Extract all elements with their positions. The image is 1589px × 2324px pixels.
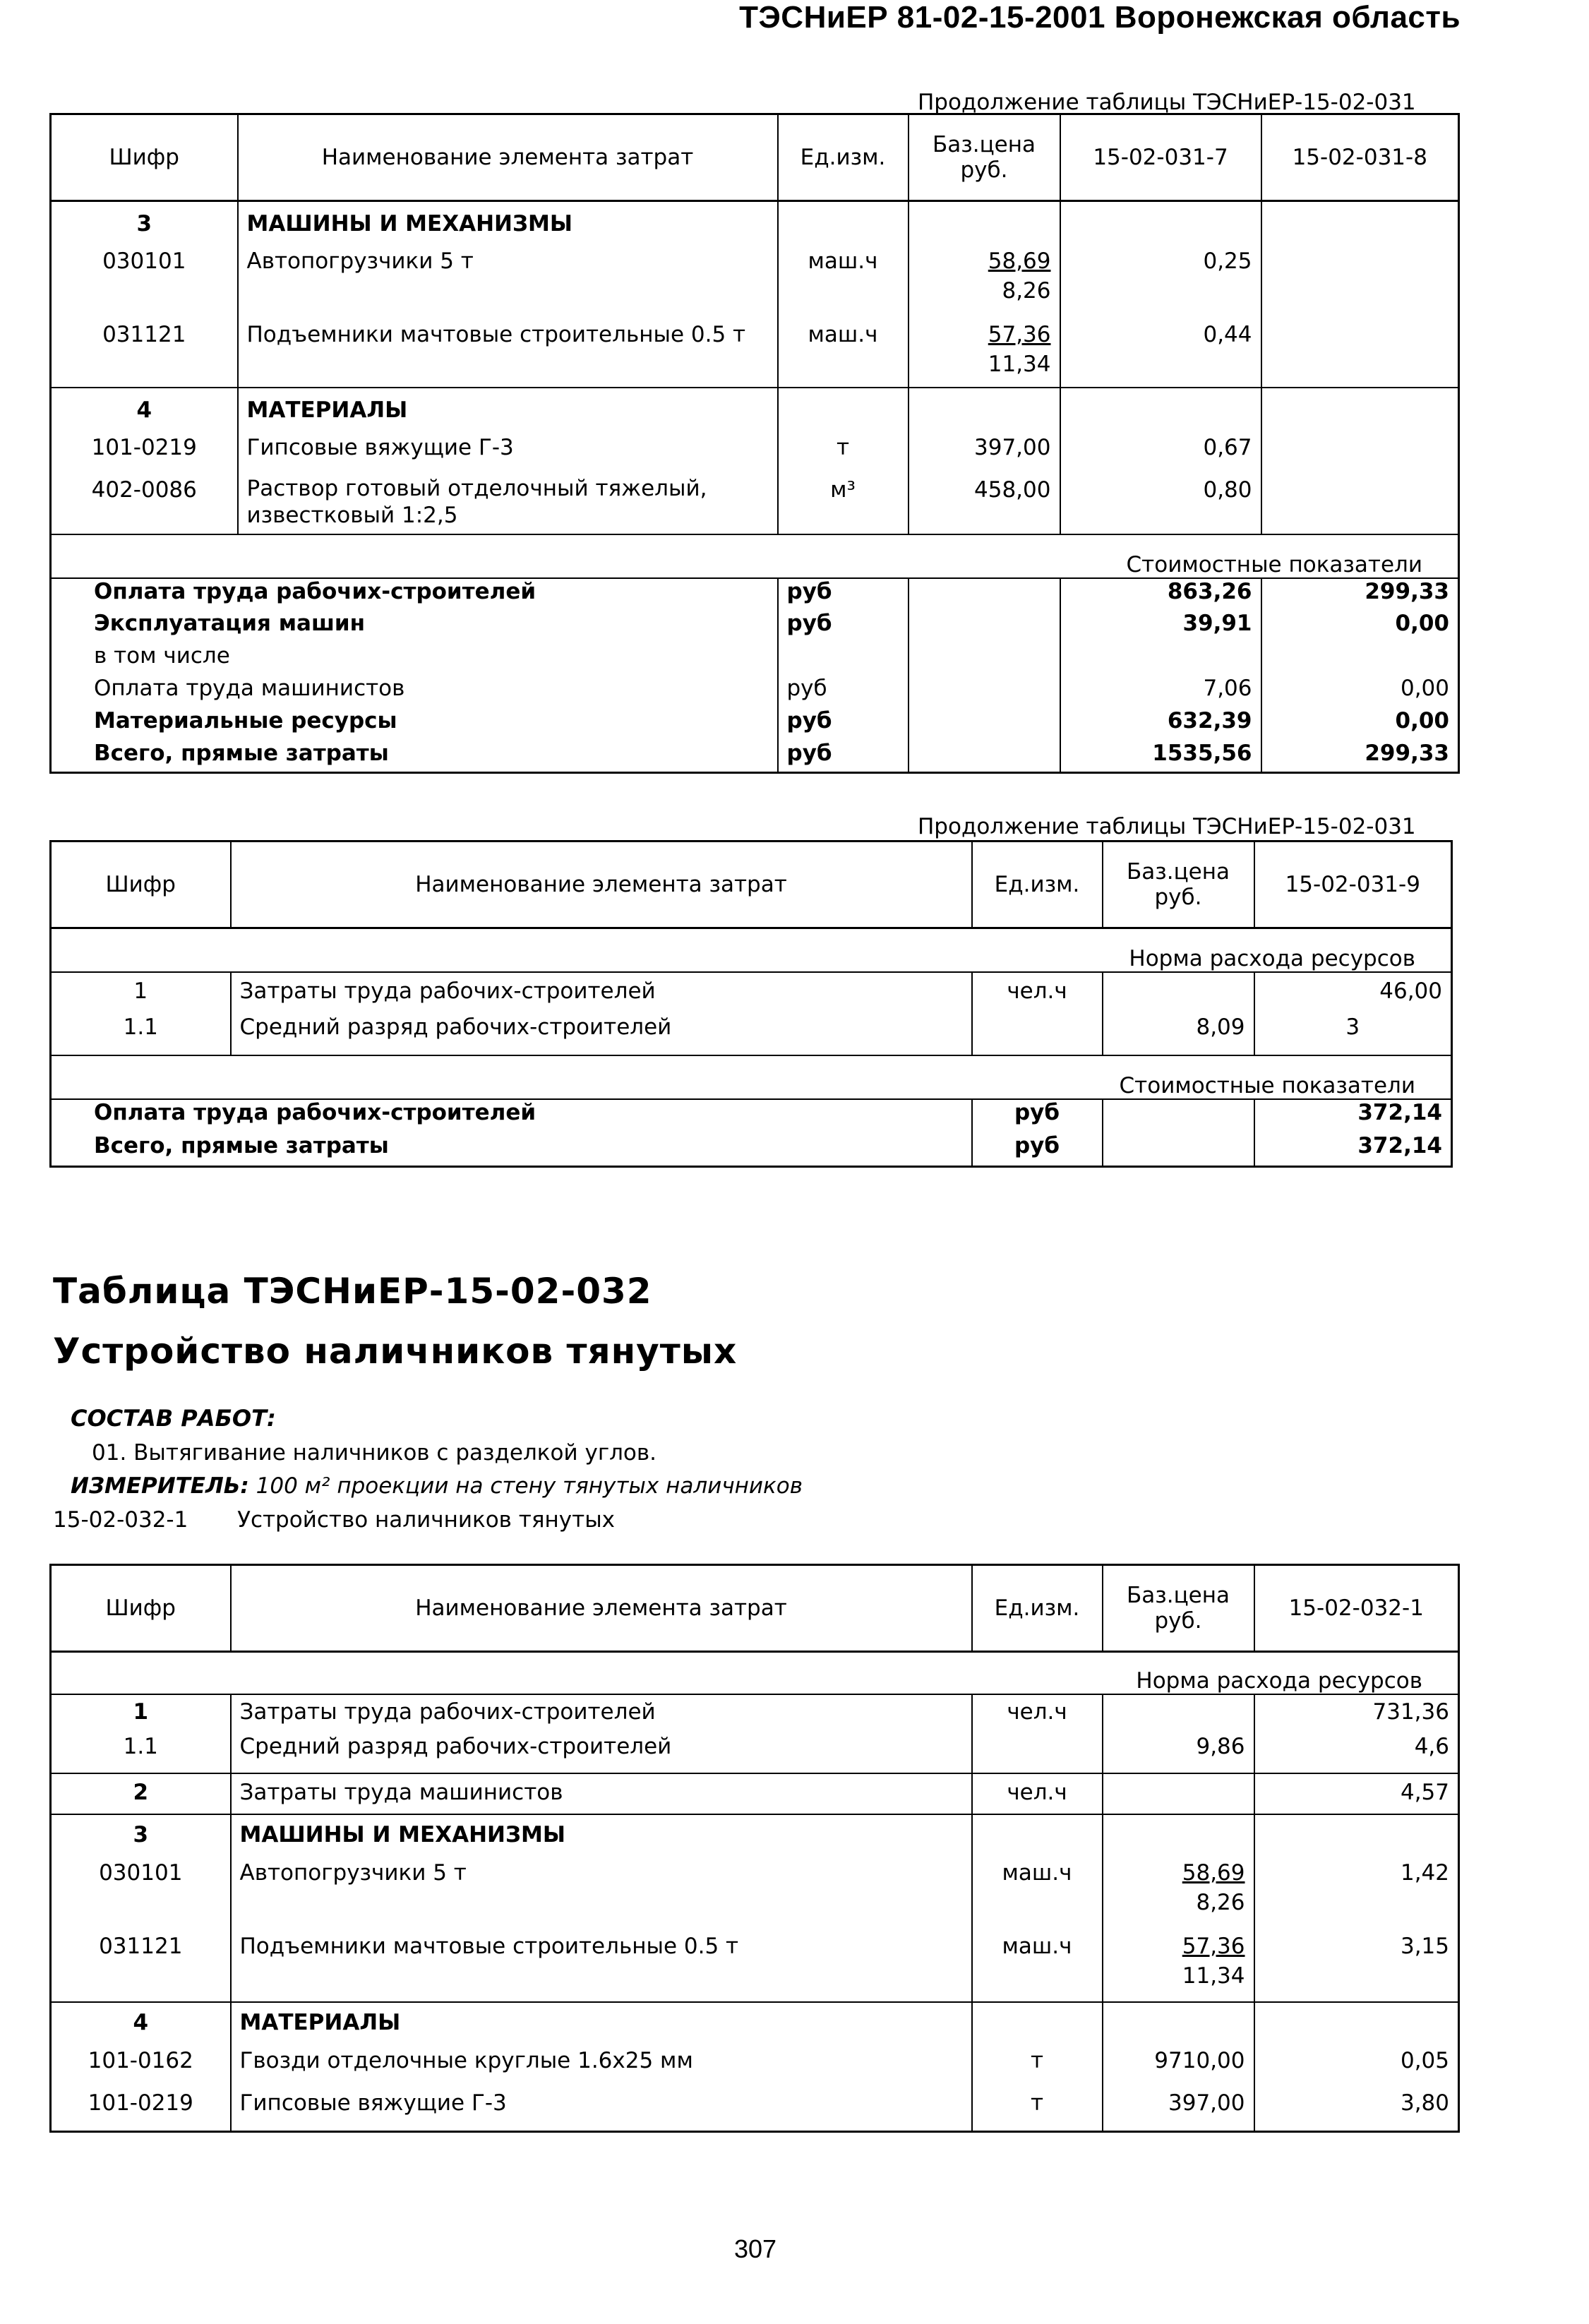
table1 — [49, 113, 1460, 774]
cost-row: Оплата труда рабочих-строителей руб 372,14 — [51, 1099, 1452, 1133]
col-header-unit: Ед.изм. — [972, 1565, 1103, 1652]
code-line-text: Устройство наличников тянутых — [237, 1507, 616, 1533]
table2-caption: Продолжение таблицы ТЭСНиЕР-15-02-031 — [918, 814, 1416, 839]
cost-row: Оплата труда рабочих-строителей руб 863,26 299,33 — [51, 578, 1459, 611]
section-code: 4 — [51, 388, 238, 433]
cost-row: Эксплуатация машин руб 39,91 0,00 — [51, 611, 1459, 643]
table-row: 402-0086 Раствор готовый отделочный тяжелый, известковый 1:2,5 м³ 458,00 0,80 — [51, 475, 1459, 534]
col-header-norm: 15-02-031-9 — [1254, 841, 1452, 928]
table-title: Таблица ТЭСНиЕР-15-02-032 — [53, 1271, 652, 1312]
col-header-norm-7: 15-02-031-7 — [1060, 114, 1261, 201]
cost-row: в том числе — [51, 643, 1459, 676]
col-header-code: Шифр — [51, 1565, 231, 1652]
cost-header: Стоимостные показатели — [51, 1055, 1452, 1099]
cost-row: Оплата труда машинистов руб 7,06 0,00 — [51, 676, 1459, 708]
col-header-unit: Ед.изм. — [972, 841, 1103, 928]
section-code: 3 — [51, 1814, 231, 1858]
col-header-norm: 15-02-032-1 — [1254, 1565, 1459, 1652]
table-row: 101-0219 Гипсовые вяжущие Г-3 т 397,00 0,67 — [51, 433, 1459, 475]
section-subtitle: Устройство наличников тянутых — [53, 1331, 738, 1372]
table-row: 101-0162 Гвозди отделочные круглые 1.6х25 мм т 9710,00 0,05 — [51, 2046, 1459, 2088]
measure-label: ИЗМЕРИТЕЛЬ: — [71, 1473, 249, 1499]
col-header-price: Баз.цена руб. — [1103, 1565, 1254, 1652]
table-row: 030101 Автопогрузчики 5 т маш.ч 58,69 8,26 1,42 — [51, 1858, 1459, 1931]
table-row: 101-0219 Гипсовые вяжущие Г-3 т 397,00 3,80 — [51, 2088, 1459, 2132]
col-header-code: Шифр — [51, 841, 231, 928]
section-name: МАШИНЫ И МЕХАНИЗМЫ — [238, 201, 778, 246]
table-row: 1 Затраты труда рабочих-строителей чел.ч 731,36 — [51, 1694, 1459, 1734]
section-name: МАТЕРИАЛЫ — [231, 2002, 972, 2046]
section-name: МАТЕРИАЛЫ — [238, 388, 778, 433]
measure-line — [71, 1473, 803, 1499]
table-row: 1 Затраты труда рабочих-строителей чел.ч 46,00 — [51, 972, 1452, 1014]
section-name: МАШИНЫ И МЕХАНИЗМЫ — [231, 1814, 972, 1858]
cost-header: Стоимостные показатели — [51, 534, 1459, 578]
cost-row: Всего, прямые затраты руб 1535,56 299,33 — [51, 741, 1459, 773]
col-header-code: Шифр — [51, 114, 238, 201]
table-row: 2 Затраты труда машинистов чел.ч 4,57 — [51, 1773, 1459, 1814]
col-header-unit: Ед.изм. — [778, 114, 909, 201]
page-number: 307 — [734, 2234, 777, 2263]
table-row: 031121 Подъемники мачтовые строительные 0.5 т маш.ч 57,36 11,34 3,15 — [51, 1931, 1459, 2002]
table-row: 030101 Автопогрузчики 5 т маш.ч 58,69 8,26 0,25 — [51, 246, 1459, 320]
col-header-price: Баз.цена руб. — [1103, 841, 1254, 928]
col-header-name: Наименование элемента затрат — [231, 1565, 972, 1652]
code-line — [53, 1507, 615, 1533]
cost-row: Всего, прямые затраты руб 372,14 — [51, 1133, 1452, 1167]
code-line-code: 15-02-032-1 — [53, 1507, 188, 1533]
page-header-title: ТЭСНиЕР 81-02-15-2001 Воронежская область — [739, 0, 1461, 35]
work-composition-label: СОСТАВ РАБОТ: — [71, 1405, 276, 1432]
table-row: 1.1 Средний разряд рабочих-строителей 9,86 4,6 — [51, 1734, 1459, 1773]
table-row: 1.1 Средний разряд рабочих-строителей 8,09 3 — [51, 1014, 1452, 1055]
section-code: 4 — [51, 2002, 231, 2046]
table-row: 031121 Подъемники мачтовые строительные 0.5 т маш.ч 57,36 11,34 0,44 — [51, 320, 1459, 388]
col-header-norm-8: 15-02-031-8 — [1261, 114, 1459, 201]
col-header-name: Наименование элемента затрат — [238, 114, 778, 201]
norm-header: Норма расхода ресурсов — [51, 1652, 1459, 1694]
col-header-name: Наименование элемента затрат — [231, 841, 972, 928]
section-code: 3 — [51, 201, 238, 246]
cost-row: Материальные ресурсы руб 632,39 0,00 — [51, 708, 1459, 741]
table3 — [49, 1564, 1460, 2133]
col-header-price: Баз.цена руб. — [909, 114, 1060, 201]
table2 — [49, 840, 1453, 1168]
work-composition-item: 01. Вытягивание наличников с разделкой углов. — [92, 1440, 657, 1466]
norm-header: Норма расхода ресурсов — [51, 928, 1452, 972]
table1-caption: Продолжение таблицы ТЭСНиЕР-15-02-031 — [918, 90, 1416, 115]
measure-text: 100 м² проекции на стену тянутых наличников — [256, 1473, 803, 1499]
